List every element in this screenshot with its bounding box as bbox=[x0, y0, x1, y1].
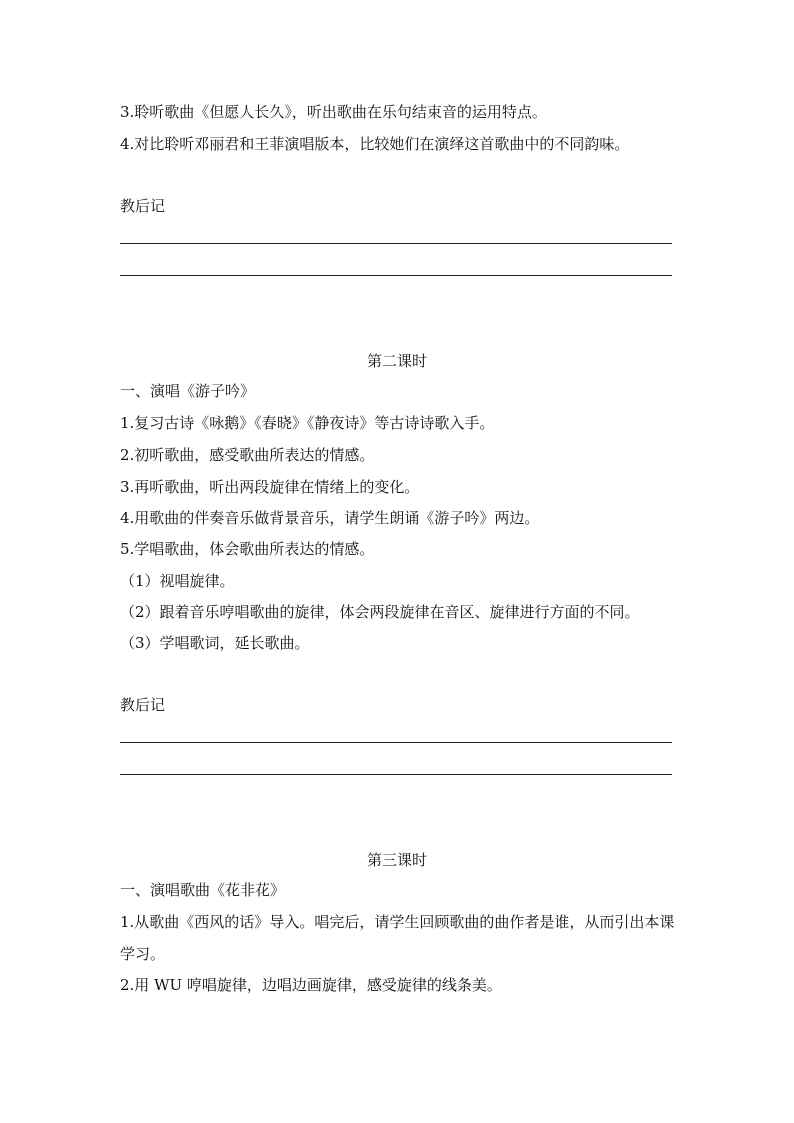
lesson-2-title: 第二课时 bbox=[366, 352, 427, 370]
lesson-2-subitem-2: （2）跟着音乐哼唱歌曲的旋律，体会两段旋律在音区、旋律进行方面的不同。 bbox=[120, 603, 640, 621]
item-4: 4.对比聆听邓丽君和王菲演唱版本，比较她们在演绎这首歌曲中的不同韵味。 bbox=[120, 135, 630, 153]
notes-label: 教后记 bbox=[120, 197, 166, 215]
lesson-2-item-3: 3.再听歌曲，听出两段旋律在情绪上的变化。 bbox=[120, 478, 420, 496]
lesson-2-subitem-1: （1）视唱旋律。 bbox=[120, 572, 235, 590]
lesson-3-item-2: 2.用 WU 哼唱旋律，边唱边画旋律，感受旋律的线条美。 bbox=[120, 976, 502, 994]
notes-rule-1 bbox=[120, 243, 672, 244]
lesson-2-item-4: 4.用歌曲的伴奏音乐做背景音乐，请学生朗诵《游子吟》两边。 bbox=[120, 509, 540, 527]
lesson-3-heading: 一、演唱歌曲《花非花》 bbox=[120, 881, 286, 899]
notes-label-2: 教后记 bbox=[120, 696, 166, 714]
lesson-2-item-5: 5.学唱歌曲，体会歌曲所表达的情感。 bbox=[120, 540, 375, 558]
lesson-2-heading: 一、演唱《游子吟》 bbox=[120, 382, 256, 400]
lesson-3-title: 第三课时 bbox=[366, 851, 427, 869]
notes-rule-2 bbox=[120, 275, 672, 276]
lesson-2-subitem-3: （3）学唱歌词，延长歌曲。 bbox=[120, 634, 310, 652]
lesson-3-item-1: 1.从歌曲《西风的话》导入。唱完后，请学生回顾歌曲的曲作者是谁，从而引出本课学习。 bbox=[120, 913, 675, 963]
notes-rule-3 bbox=[120, 742, 672, 743]
lesson-2-item-2: 2.初听歌曲，感受歌曲所表达的情感。 bbox=[120, 446, 375, 464]
lesson-2-item-1: 1.复习古诗《咏鹅》《春晓》《静夜诗》等古诗诗歌入手。 bbox=[120, 414, 495, 432]
notes-rule-4 bbox=[120, 774, 672, 775]
item-3: 3.聆听歌曲《但愿人长久》，听出歌曲在乐句结束音的运用特点。 bbox=[120, 103, 547, 121]
